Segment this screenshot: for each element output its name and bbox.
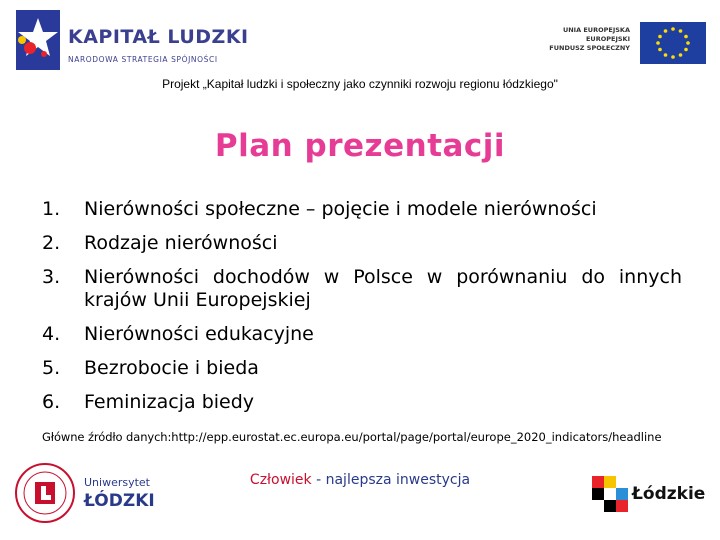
agenda-item-number: 1. — [42, 198, 61, 220]
agenda-item-text: Bezrobocie i bieda — [84, 357, 259, 379]
data-source — [42, 430, 662, 444]
agenda-item — [42, 232, 682, 255]
agenda-item — [42, 266, 682, 312]
agenda-item-text: Feminizacja biedy — [84, 391, 255, 413]
kapital-ludzki-logo — [12, 10, 249, 78]
agenda-item-text: Rodzaje nierówności — [84, 232, 278, 254]
eu-flag-icon — [640, 22, 706, 64]
agenda-item-text: Nierówności dochodów w Polsce w porównaniu do innych krajów Unii Europejskiej — [84, 266, 682, 311]
eu-text — [549, 26, 630, 53]
agenda-item — [42, 198, 682, 221]
kapital-ludzki-mark-icon — [12, 10, 64, 70]
data-source-url[interactable]: http://epp.eurostat.ec.europa.eu/portal/page/portal/europe_2020_indicators/headline — [171, 430, 662, 444]
slogan-part-1: Człowiek — [249, 472, 312, 488]
eu-line-1: UNIA EUROPEJSKA — [562, 26, 630, 34]
lodzkie-mark-icon — [592, 476, 628, 512]
eu-line-2: EUROPEJSKI — [585, 35, 630, 43]
agenda-list — [42, 198, 682, 425]
eu-line-3: FUNDUSZ SPOŁECZNY — [549, 44, 630, 52]
data-source-label: Główne źródło danych: — [42, 430, 172, 444]
agenda-item-number: 4. — [42, 323, 61, 345]
university-line-1: Uniwersytet — [84, 476, 150, 489]
agenda-item — [42, 357, 682, 380]
project-name: Projekt „Kapitał ludzki i społeczny jako czynniki rozwoju regionu łódzkiego" — [162, 77, 558, 91]
slogan-separator: - — [311, 472, 326, 488]
agenda-item-number: 6. — [42, 391, 61, 413]
agenda-item — [42, 391, 682, 414]
slide-title: Plan prezentacji — [214, 128, 506, 164]
agenda-item-text: Nierówności edukacyjne — [84, 323, 314, 345]
agenda-item-number: 2. — [42, 232, 61, 254]
agenda-item-number: 5. — [42, 357, 61, 379]
kapital-ludzki-subtitle: NARODOWA STRATEGIA SPÓJNOŚCI — [68, 55, 218, 64]
slogan-part-2: najlepsza inwestycja — [325, 472, 471, 488]
agenda-item — [42, 323, 682, 346]
agenda-item-number: 3. — [42, 266, 61, 288]
agenda-item-text: Nierówności społeczne – pojęcie i modele nierówności — [84, 198, 597, 220]
university-line-2: ŁÓDZKI — [84, 491, 155, 511]
eu-logo — [546, 22, 706, 66]
lodzkie-logo — [592, 472, 706, 518]
kapital-ludzki-title: KAPITAŁ LUDZKI — [68, 26, 249, 48]
university-logo — [14, 458, 154, 528]
lodzkie-word: Łódzkie — [632, 484, 706, 504]
